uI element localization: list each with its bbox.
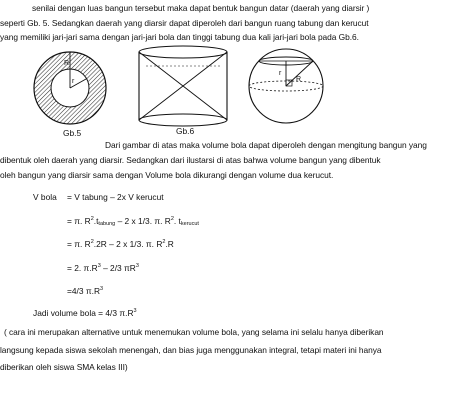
paragraph-2-line-2: dibentuk oleh daerah yang diarsir. Sedangkan dari ilustarsi di atas bahwa volume bangun yang dibentuk bbox=[0, 155, 381, 165]
step3-sup: 2 bbox=[90, 239, 94, 245]
derivation-step-4 bbox=[67, 261, 139, 273]
step2-sup: 2 bbox=[90, 216, 94, 222]
step3-end: .R bbox=[165, 239, 174, 249]
paragraph-3-line-2: langsung kepada siswa sekolah menengah, dan bias juga menggunakan integral, tetapi materi ini hanya bbox=[0, 345, 382, 355]
paragraph-1-line-3: yang memiliki jari-jari sama dengan jari-jari bola dan tinggi tabung dua kali jari-jari bola pada Gb.6. bbox=[0, 32, 359, 42]
paragraph-1-line-2: seperti Gb. 5. Sedangkan daerah yang diarsir dapat diperoleh dari bangun ruang tabung dan kerucut bbox=[0, 18, 369, 28]
step2-sub-tabung: tabung bbox=[98, 221, 116, 227]
conclusion-pre: Jadi volume bola = 4/3 π.R bbox=[33, 308, 134, 318]
paragraph-3-line-1: ( cara ini merupakan alternative untuk menemukan volume bola, yang selama ini selalu hanya diberikan bbox=[4, 327, 384, 337]
step2-sup2: 2 bbox=[170, 216, 174, 222]
sphere-label-R: R bbox=[296, 76, 302, 83]
step2-mid: .t bbox=[93, 216, 99, 226]
step2-post: – 2 x 1/3. π. R bbox=[115, 216, 171, 226]
step5-sup: 3 bbox=[100, 286, 104, 292]
step2-sub-kerucut: kerucut bbox=[180, 221, 199, 227]
paragraph-1-line-1: senilai dengan luas bangun tersebut maka dapat bentuk bangun datar (daerah yang diarsir ) bbox=[32, 3, 370, 13]
step2-mid2: . t bbox=[173, 216, 181, 226]
step2-pre: = π. R bbox=[67, 216, 91, 226]
gb5-caption: Gb.5 bbox=[63, 128, 82, 138]
figure-gb5-annulus bbox=[26, 50, 114, 130]
step3-post: .2R – 2 x 1/3. π. R bbox=[93, 239, 163, 249]
derivation-step-2 bbox=[67, 214, 199, 229]
derivation-step-3 bbox=[67, 237, 174, 249]
paragraph-3-line-3: diberikan oleh siswa SMA kelas III) bbox=[0, 362, 128, 372]
gb5-label-r: r bbox=[72, 78, 75, 85]
figure-sphere bbox=[246, 46, 326, 126]
gb5-label-R: R bbox=[64, 60, 70, 67]
gb6-caption: Gb.6 bbox=[176, 126, 195, 136]
derivation-step-1: = V tabung – 2x V kerucut bbox=[67, 192, 164, 202]
step3-sup2: 2 bbox=[162, 239, 166, 245]
paragraph-2-line-1: Dari gambar di atas maka volume bola dapat diperoleh dengan mengitung bangun yang bbox=[105, 140, 427, 150]
sphere-label-r: r bbox=[279, 70, 282, 77]
figure-gb6-cylinder bbox=[132, 44, 234, 128]
derivation-conclusion bbox=[33, 306, 137, 318]
step4-sup2: 3 bbox=[135, 263, 139, 269]
step4-pre: = 2. π.R bbox=[67, 263, 98, 273]
step3-pre: = π. R bbox=[67, 239, 91, 249]
derivation-lhs: V bola bbox=[33, 192, 57, 202]
step4-post: – 2/3 πR bbox=[100, 263, 136, 273]
derivation-step-5 bbox=[67, 284, 103, 296]
paragraph-2-line-3: oleh bangun yang diarsir sama dengan Volume bola dikurangi dengan volume dua kerucut. bbox=[0, 170, 334, 180]
step5-pre: =4/3 π.R bbox=[67, 286, 101, 296]
conclusion-sup: 3 bbox=[133, 308, 137, 314]
step4-sup: 3 bbox=[97, 263, 101, 269]
